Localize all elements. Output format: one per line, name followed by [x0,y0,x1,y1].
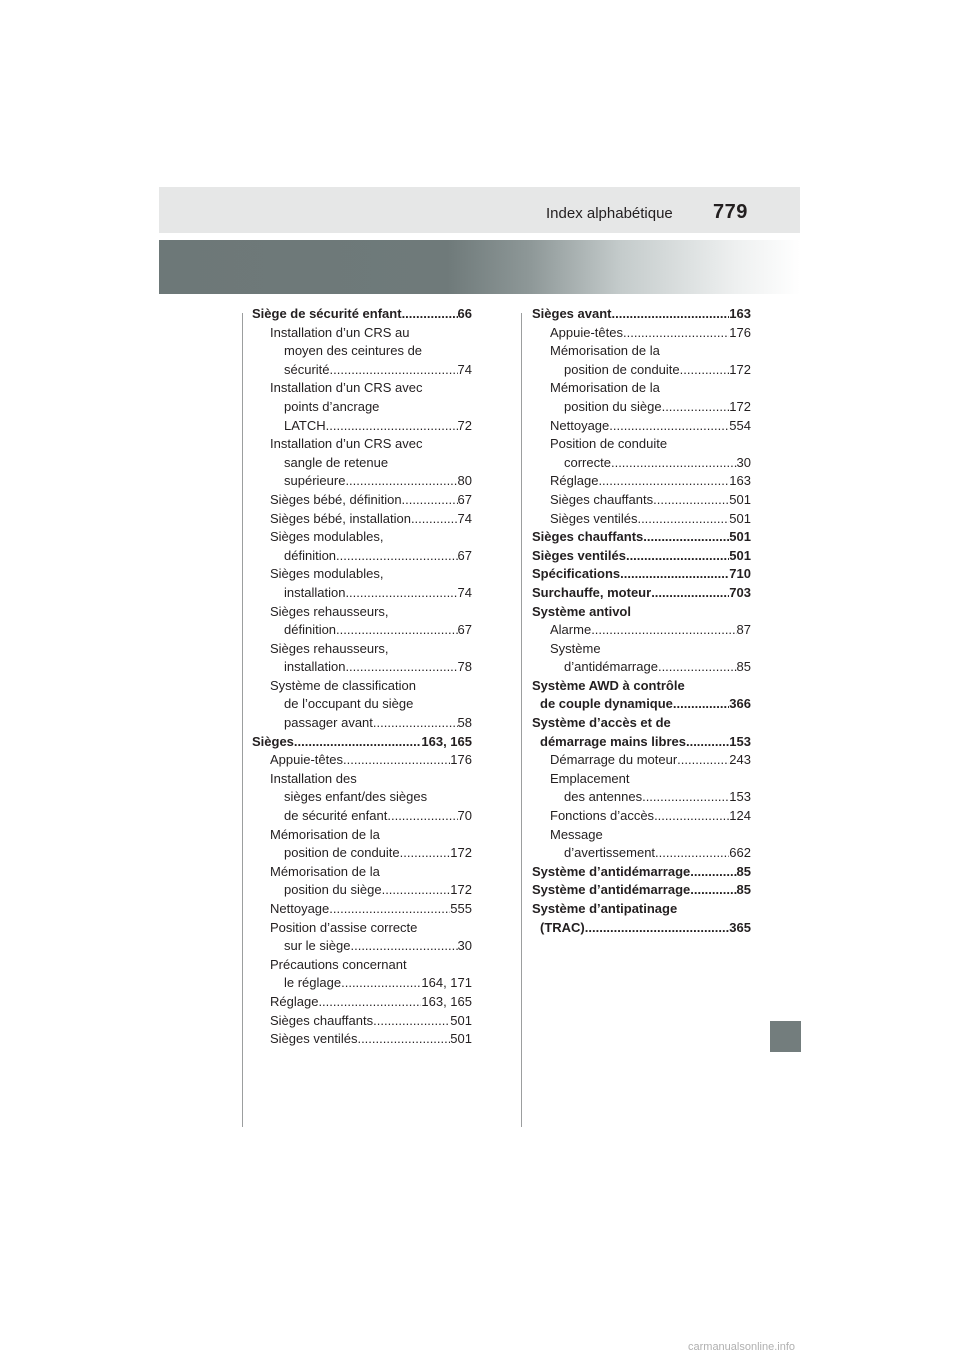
entry-text: Système antivol [532,603,631,619]
dot-leader [673,695,729,714]
entry-text: le réglage [284,975,342,991]
entry-text: Siège de sécurité enfant [252,306,402,321]
dot-leader [609,417,729,436]
entry-page: 164, 171 [421,975,472,991]
entry-page: 555 [450,901,472,916]
index-entry [252,677,472,696]
dot-leader [623,324,729,343]
index-entry [532,770,751,789]
entry-page: 501 [729,529,751,545]
dot-leader [400,844,451,863]
entry-page: 554 [729,417,751,433]
entry-text: Sièges [252,733,294,749]
index-entry [532,844,751,863]
entry-text: Système de classification [270,677,416,693]
dot-leader [330,361,458,380]
entry-text: position de conduite [564,361,680,377]
entry-text: Sièges chauffants [270,1012,374,1028]
entry-text: (TRAC) [540,919,585,935]
entry-text: Spécifications [532,566,621,582]
dot-leader [642,788,729,807]
index-heading [532,900,751,919]
entry-text: de sécurité enfant [284,808,388,824]
dot-leader [326,417,458,436]
entry-page: 662 [729,845,751,861]
dot-leader [373,1012,450,1031]
entry-text: Message [550,826,603,842]
entry-text: LATCH [284,417,326,433]
entry-text: Système d’antidémarrage [532,882,691,898]
entry-page: 172 [729,398,751,414]
entry-page: 703 [729,584,751,600]
entry-text: de couple dynamique [540,696,673,712]
entry-page: 87 [736,622,751,638]
entry-text: Sièges avant [532,306,612,321]
dot-leader [350,937,457,956]
entry-text: points d’ancrage [284,398,380,414]
entry-text: d’avertissement [564,845,656,861]
index-heading [532,528,751,547]
entry-text: Démarrage du moteur [550,752,678,768]
entry-page: 176 [450,752,472,768]
entry-text: Nettoyage [550,417,610,433]
dot-leader [690,881,736,900]
index-entry [252,770,472,789]
entry-page: 78 [457,659,472,675]
index-entry [532,398,751,417]
index-heading [532,863,751,882]
dot-leader [655,844,729,863]
entry-page: 85 [736,863,751,879]
entry-text: Sièges bébé, installation [270,510,411,526]
index-entry [532,807,751,826]
index-entry [252,974,472,993]
dot-leader [341,974,421,993]
dot-leader [643,528,729,547]
entry-page: 67 [457,622,472,638]
entry-text: Fonctions d’accès [550,808,655,824]
index-entry [252,900,472,919]
dot-leader [402,305,458,324]
entry-text: de l’occupant du siège [284,696,414,712]
entry-text: Sièges rehausseurs, [270,603,389,619]
dot-leader [387,807,457,826]
index-heading [532,714,751,733]
index-entry [252,714,472,733]
index-entry [252,640,472,659]
index-entry [532,472,751,491]
dot-leader [690,863,736,882]
dot-leader [382,881,451,900]
dot-leader [651,584,729,603]
entry-text: Mémorisation de la [550,343,660,359]
index-entry [532,324,751,343]
entry-page: 67 [457,547,472,563]
index-entry [532,454,751,473]
index-entry [532,491,751,510]
index-heading [532,584,751,603]
dot-leader [637,510,729,529]
dot-leader [373,714,458,733]
entry-text: Nettoyage [270,901,330,916]
index-entry [252,528,472,547]
dot-leader [345,472,457,491]
entry-text: définition [284,622,337,638]
index-entry [532,435,751,454]
index-column-left [252,305,472,1049]
index-entry [252,881,472,900]
entry-page: 58 [457,715,472,731]
dot-leader [598,472,729,491]
entry-text: position de conduite [284,845,400,861]
entry-page: 501 [729,547,751,563]
index-entry [532,361,751,380]
index-entry [532,342,751,361]
index-entry [252,695,472,714]
index-entry [252,919,472,938]
entry-text: installation [284,584,346,600]
entry-text: passager avant [284,715,373,731]
entry-text: position du siège [564,398,662,414]
dot-leader [336,547,457,566]
index-heading [532,547,751,566]
entry-text: sur le siège [284,938,351,954]
dot-leader [626,547,729,566]
index-entry [532,621,751,640]
entry-text: Emplacement [550,770,630,786]
entry-page: 172 [450,882,472,898]
entry-page: 366 [729,696,751,712]
dot-leader [318,993,421,1012]
index-heading [252,305,472,324]
entry-text: Mémorisation de la [550,380,660,396]
index-entry [252,658,472,677]
index-entry [252,379,472,398]
index-entry [252,621,472,640]
index-column-right [532,305,751,937]
entry-page: 176 [729,324,751,340]
entry-page: 70 [457,808,472,824]
entry-text: Position de conduite [550,436,668,452]
entry-text: Appuie-têtes [270,752,343,768]
entry-text: Sièges ventilés [550,510,638,526]
entry-text: moyen des ceintures de [284,343,423,359]
entry-page: 80 [457,473,472,489]
dot-leader [680,361,730,380]
dot-leader [294,733,421,752]
entry-page: 67 [457,491,472,507]
index-heading [532,677,751,696]
entry-text: Sièges modulables, [270,566,384,582]
dot-leader [343,751,450,770]
entry-text: sangle de retenue [284,454,389,470]
dot-leader [677,751,729,770]
entry-page: 501 [729,510,751,526]
header-banner [159,240,800,294]
entry-text: Mémorisation de la [270,826,380,842]
page-number: 779 [713,201,748,223]
index-entry [252,863,472,882]
entry-text: d’antidémarrage [564,659,658,675]
column-rule-middle [521,313,522,1127]
entry-page: 153 [729,789,751,805]
entry-text: Système d’antidémarrage [532,863,691,879]
entry-text: Sièges modulables, [270,529,384,545]
index-entry [252,565,472,584]
entry-text: Position d’assise correcte [270,919,418,935]
index-entry [532,510,751,529]
entry-page: 124 [729,808,751,824]
dot-leader [620,565,729,584]
entry-text: démarrage mains libres [540,733,686,749]
entry-text: Mémorisation de la [270,863,380,879]
entry-text: Installation d’un CRS avec [270,436,423,452]
dot-leader [357,1030,450,1049]
index-entry [252,603,472,622]
dot-leader [329,900,450,919]
index-entry [252,510,472,529]
dot-leader [686,733,729,752]
entry-text: position du siège [284,882,382,898]
entry-text: correcte [564,454,611,470]
entry-page: 365 [729,919,751,935]
column-rule-left [242,313,243,1127]
entry-text: Système [550,640,601,656]
dot-leader [336,621,457,640]
entry-text: Réglage [270,993,319,1009]
entry-text: Installation d’un CRS avec [270,380,423,396]
dot-leader [662,398,730,417]
index-entry [532,417,751,436]
index-entry [252,826,472,845]
index-entry [252,956,472,975]
index-entry [252,807,472,826]
entry-text: sièges enfant/des sièges [284,789,428,805]
index-entry [532,751,751,770]
entry-text: Sièges rehausseurs, [270,640,389,656]
entry-page: 501 [450,1031,472,1047]
index-entry [532,826,751,845]
index-entry [252,454,472,473]
entry-page: 163, 165 [421,733,472,749]
entry-page: 172 [450,845,472,861]
chapter-tab [770,1021,801,1052]
entry-text: Installation d’un CRS au [270,324,410,340]
entry-text: sécurité [284,361,330,377]
index-entry [252,751,472,770]
entry-page: 243 [729,752,751,768]
entry-text: Système d’antipatinage [532,901,678,916]
entry-page: 74 [457,361,472,377]
entry-page: 501 [729,491,751,507]
dot-leader [611,454,737,473]
dot-leader [411,510,458,529]
watermark: carmanualsonline.info [688,1341,796,1353]
index-entry [532,640,751,659]
entry-text: Installation des [270,770,357,786]
entry-text: Sièges chauffants [532,529,644,545]
dot-leader [402,491,458,510]
index-heading [532,881,751,900]
dot-leader [658,658,737,677]
index-entry [252,324,472,343]
entry-page: 30 [736,454,751,470]
index-heading [532,565,751,584]
dot-leader [653,491,729,510]
header-bar [159,187,800,233]
entry-text: définition [284,547,337,563]
entry-page: 85 [736,882,751,898]
entry-page: 501 [450,1012,472,1028]
index-entry [532,658,751,677]
index-entry [252,547,472,566]
dot-leader [585,919,730,938]
index-entry [252,491,472,510]
index-entry [252,993,472,1012]
index-entry [252,937,472,956]
entry-text: Système d’accès et de [532,715,671,731]
index-heading [252,733,472,752]
entry-page: 163 [729,473,751,489]
entry-page: 74 [457,510,472,526]
index-entry [252,788,472,807]
index-heading [532,733,751,752]
entry-text: des antennes [564,789,643,805]
entry-page: 172 [729,361,751,377]
entry-text: Système AWD à contrôle [532,677,685,693]
entry-page: 163, 165 [421,993,472,1009]
entry-page: 710 [729,566,751,582]
dot-leader [591,621,736,640]
entry-text: Sièges ventilés [532,547,626,563]
index-entry [252,435,472,454]
index-entry [252,417,472,436]
dot-leader [612,305,730,324]
entry-text: Précautions concernant [270,956,407,972]
index-entry [252,584,472,603]
entry-text: Surchauffe, moteur [532,584,652,600]
dot-leader [654,807,729,826]
index-entry [532,379,751,398]
index-heading [532,695,751,714]
entry-text: Alarme [550,622,592,638]
entry-text: installation [284,659,346,675]
index-entry [252,342,472,361]
entry-page: 85 [736,659,751,675]
dot-leader [345,584,457,603]
index-entry [252,398,472,417]
entry-page: 30 [457,938,472,954]
index-entry [252,472,472,491]
dot-leader [345,658,457,677]
entry-text: Sièges chauffants [550,491,654,507]
index-entry [252,844,472,863]
entry-page: 66 [457,306,472,321]
entry-page: 74 [457,584,472,600]
index-entry [252,1030,472,1049]
entry-page: 163 [729,306,751,321]
index-entry [532,788,751,807]
entry-page: 153 [729,733,751,749]
entry-text: Appuie-têtes [550,324,623,340]
entry-text: Sièges ventilés [270,1031,358,1047]
entry-text: Sièges bébé, définition [270,491,402,507]
index-entry [252,1012,472,1031]
entry-page: 72 [457,417,472,433]
index-heading [532,305,751,324]
section-title: Index alphabétique [546,205,673,222]
entry-text: Réglage [550,473,599,489]
index-heading [532,919,751,938]
index-heading [532,603,751,622]
index-entry [252,361,472,380]
entry-text: supérieure [284,473,346,489]
